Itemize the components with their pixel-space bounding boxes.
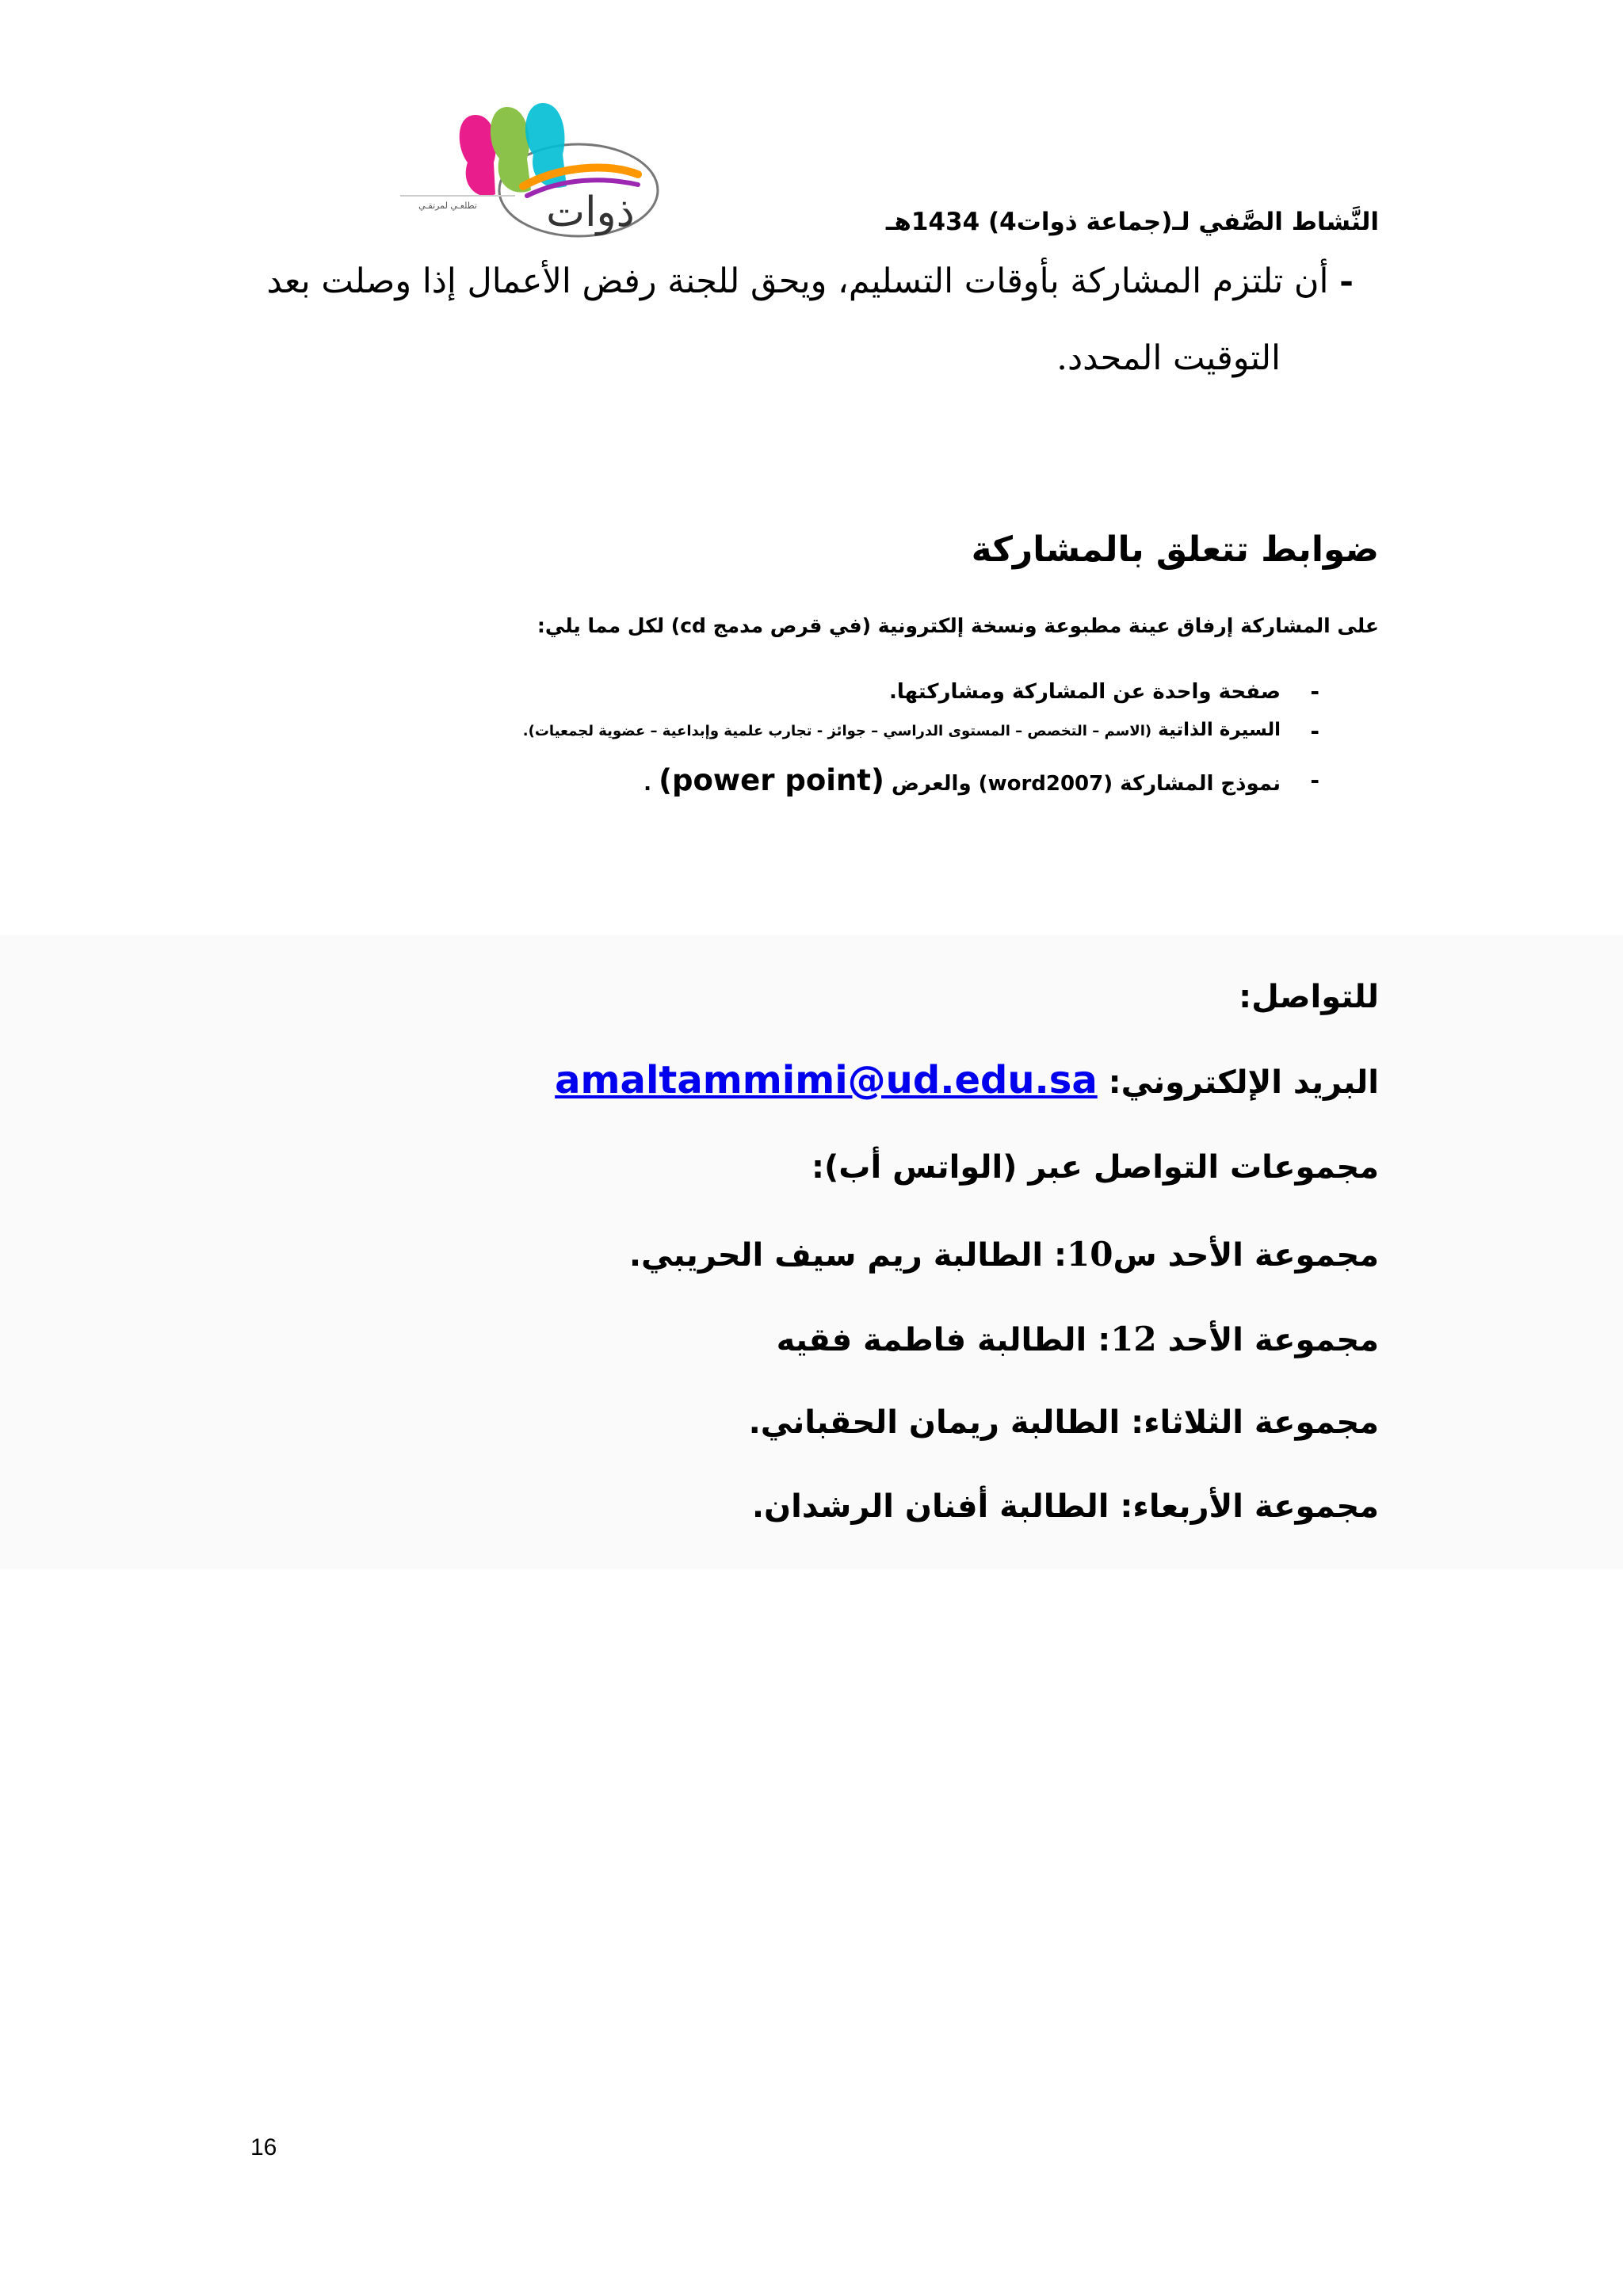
section-heading: ضوابط تتعلق بالمشاركة [971, 529, 1379, 570]
document-header: النَّشاط الصَّفي لـ(جماعة ذوات4) 1434هـ [885, 208, 1379, 236]
group-item [777, 1320, 1379, 1358]
bullet-dash: - [1310, 678, 1319, 705]
bullet-text-latin: (power point) [659, 763, 884, 797]
bullet-dash: - [1310, 767, 1319, 793]
group-item: مجموعة الثلاثاء: الطالبة ريمان الحقباني. [748, 1404, 1379, 1441]
paragraph-text-1: أن تلتزم المشاركة بأوقات التسليم، ويحق للجنة رفض الأعمال إذا وصلت بعد [266, 262, 1329, 301]
whatsapp-heading: مجموعات التواصل عبر (الواتس أب): [811, 1149, 1379, 1186]
bullet-item [523, 720, 1281, 740]
contact-heading: للتواصل: [1239, 979, 1379, 1015]
group-rest: : الطالبة ريم سيف الحريبي. [628, 1237, 1067, 1274]
paragraph-line-1 [266, 262, 1354, 301]
group-number: 12 [1110, 1320, 1157, 1358]
club-logo [400, 99, 662, 238]
group-rest: : الطالبة فاطمة فقيه [776, 1322, 1111, 1358]
bullet-text-arabic: نموذج المشاركة (word2007) والعرض [891, 772, 1281, 796]
group-label: مجموعة الأحد س [1113, 1237, 1379, 1274]
bullet-trail: . [643, 772, 659, 796]
bullet-label: السيرة الذاتية [1158, 720, 1281, 740]
section-intro: على المشاركة إرفاق عينة مطبوعة ونسخة إلكترونية (في قرص مدمج cd) لكل مما يلي: [537, 614, 1379, 637]
paragraph-dash: - [1339, 262, 1354, 301]
bullet-item [643, 763, 1281, 797]
group-number: 10 [1067, 1235, 1113, 1274]
paragraph-line-2: التوقيت المحدد. [1056, 338, 1281, 378]
logo-graphic [400, 99, 662, 238]
email-label: البريد الإلكتروني: [1108, 1064, 1379, 1101]
bullet-detail: (الاسم – التخصص – المستوى الدراسي – جوائز - تجارب علمية وإبداعية – عضوية لجمعيات). [522, 723, 1152, 739]
logo-wordmark: ذوات [546, 189, 635, 236]
group-item: مجموعة الأربعاء: الطالبة أفنان الرشدان. [751, 1488, 1379, 1525]
email-link[interactable]: amaltammimi@ud.edu.sa [555, 1058, 1098, 1102]
bullet-item: صفحة واحدة عن المشاركة ومشاركتها. [888, 680, 1281, 704]
email-row [555, 1058, 1379, 1102]
page-number: 16 [250, 2134, 277, 2160]
group-label: مجموعة الأحد [1156, 1322, 1379, 1358]
group-item [629, 1235, 1379, 1274]
logo-tagline: تطلعـي لمرتقـي [418, 201, 477, 211]
bullet-dash: - [1310, 718, 1319, 744]
